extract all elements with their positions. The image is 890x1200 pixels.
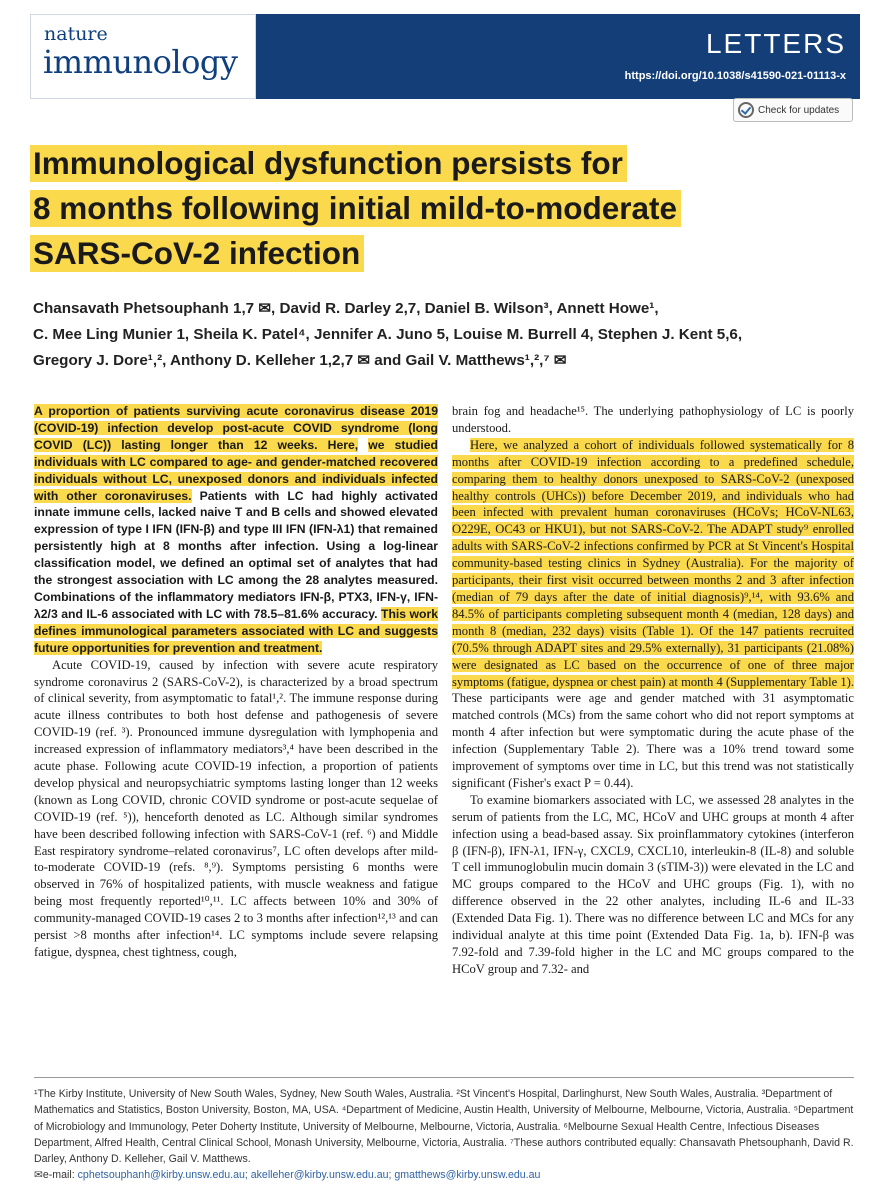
affiliations-text: ¹The Kirby Institute, University of New South Wales, Sydney, New South Wales, Australia. ²St Vincent's Hospital, Darlinghurst, New South Wales, Australia. ³Department of Mathematics and Statistics, Boston University, Boston, MA, USA. ⁴Department of Medicine, Austin Health, University of Melbourne, Melbourne, Victoria, Australia. ⁵Department of Microbiology and Immunology, Peter Doherty Institute, University of Melbourne, Melbourne, Victoria, Australia. ⁶Melbourne Sexual Health Centre, Infectious Diseases Department, Alfred Health, Central Clinical School, Monash University, Melbourne, Victoria, Australia. ⁷These authors contributed equally: Chansavath Phetsouphanh, David R. Darley, Anthony D. Kelleher, Gail V. Matthews. xyxy=(34,1088,854,1166)
section-label: LETTERS xyxy=(705,28,846,59)
cohort-text: These participants were age and gender matched with 31 asymptomatic matched controls (MCs) from the same cohort who did not report symptoms at month 4 after infection but were symptomatic during the acute phase of the infection (Supplementary Table 2). There was a 10% trend toward some improvement of symptoms over time in LC, but this trend was not statistically significant (Fisher's exact P = 0.44). xyxy=(452,691,854,790)
cohort-paragraph xyxy=(452,437,854,792)
email-links[interactable]: cphetsouphanh@kirby.unsw.edu.au; akelleher@kirby.unsw.edu.au; gmatthews@kirby.unsw.edu.au xyxy=(77,1169,541,1182)
abstract-highlight-3: This work defines immunological parameters associated with LC and suggests future opportunities for prevention and treatment. xyxy=(34,606,439,655)
abstract-highlight-1: A proportion of patients surviving acute coronavirus disease 2019 (COVID-19) infection develop post-acute COVID syndrome (long COVID (LC)) lasting longer than 12 weeks. Here, xyxy=(34,404,438,452)
author-list xyxy=(33,296,863,374)
article-title xyxy=(30,141,790,276)
email-label: ✉e-mail: xyxy=(34,1169,75,1182)
footnote-divider xyxy=(34,1077,854,1078)
header-band xyxy=(256,14,860,99)
title-line-2: 8 months following initial mild-to-moderate xyxy=(30,190,681,227)
biomarker-paragraph: To examine biomarkers associated with LC, we assessed 28 analytes in the serum of patients from the LC, MC, HCoV and UHC groups at month 4 after infection using a bead-based assay. Six proinflammatory cytokines (interferon β (IFN-β), IFN-λ1, IFN-γ, CXCL9, CXCL10, interleukin-8 (IL-8) and soluble T cell immunoglobulin mucin domain 3 (sTIM-3)) were elevated in the LC and MC groups compared to the HCoV and UHC groups (Fig. 1), with no difference observed in the 22 other analytes, including IL-6 and IL-33 (Extended Data Fig. 1). There was no difference between LC and MCs for any individual analyte at this time point (Extended Data Fig. 1a, b). IFN-β was 7.92-fold and 7.39-fold higher in the LC and MC groups compared to the HCoV group and 7.32- and xyxy=(452,792,854,976)
intro-paragraph: Acute COVID-19, caused by infection with severe acute respiratory syndrome coronavirus 2 (SARS-CoV-2), is characterized by a broad spectrum of clinical severity, from asymptomatic to fatal¹,². The immune response during acute illness contributes to both host defense and pathogenesis of severe COVID-19 (ref. ³). Pronounced immune dysregulation with lymphopenia and increased expression of inflammatory mediators³,⁴ have been described in the acute phase. Following acute COVID-19 infection, a proportion of patients develop physical and neuropsychiatric symptoms lasting longer than 12 weeks (known as Long COVID, chronic COVID syndrome or post-acute sequelae of COVID-19 (ref. ⁵)), henceforth denoted as LC. Although similar syndromes have been described following infection with SARS-CoV-1 (ref. ⁶) and Middle East respiratory syndrome–related coronavirus⁷, LC often develops after mild-to-moderate COVID-19 (refs. ⁸,⁹). Symptoms persisting 6 months were observed in 76% of hospitalized patients, with muscle weakness and fatigue being most frequently reported¹⁰,¹¹. LC affects between 10% and 30% of community-managed COVID-19 cases 2 to 3 months after infection¹²,¹³ and can persist >8 months after infection¹⁴. LC symptoms include severe relapsing fatigue, dyspnea, chest tightness, cough, xyxy=(34,657,438,959)
title-line-1: Immunological dysfunction persists for xyxy=(30,145,627,182)
author-line-3: Gregory J. Dore¹,², Anthony D. Kelleher 1,2,7 ✉ and Gail V. Matthews¹,²,⁷ ✉ xyxy=(33,352,567,369)
abstract-body: Patients with LC had highly activated innate immune cells, lacked naive T and B cells and showed elevated expression of type I IFN (IFN-β) and type III IFN (IFN-λ1) that remained persistently high at 8 months after infection. Using a log-linear classification model, we defined an optimal set of analytes that had the strongest association with LC among the 28 analytes measured. Combinations of the inflammatory mediators IFN-β, PTX3, IFN-γ, IFN-λ2/3 and IL-6 associated with LC with 78.5–81.6% accuracy. xyxy=(34,488,438,621)
check-updates-icon xyxy=(738,102,754,118)
abstract xyxy=(34,403,438,657)
right-column xyxy=(452,403,854,978)
logo-nature: nature xyxy=(44,23,108,45)
paragraph-continuation: brain fog and headache¹⁵. The underlying pathophysiology of LC is poorly understood. xyxy=(452,404,854,435)
abstract-highlight-2: we studied individuals with LC compared to age- and gender-matched recovered individuals without LC, unexposed donors and individuals infected with other coronaviruses. xyxy=(34,437,438,503)
affiliations-footnote xyxy=(34,1086,854,1184)
check-updates-label: Check for updates xyxy=(758,104,840,116)
title-line-3: SARS-CoV-2 infection xyxy=(30,235,364,272)
logo-immunology: immunology xyxy=(43,43,238,81)
cohort-highlight: Here, we analyzed a cohort of individuals followed systematically for 8 months after COVID-19 infection according to a predefined schedule, comparing them to healthy donors unexposed to SARS-CoV-2 (unexposed healthy controls (UHCs)) before December 2019, and individuals who had been infected with prevalent human coronaviruses (HCoVs; HCoV-NL63, O229E, OC43 or HKU1), but not SARS-CoV-2. The ADAPT study⁹ enrolled adults with SARS-CoV-2 infections confirmed by PCR at St Vincent's Hospital community-based testing clinics in Sydney (Australia). For the majority of participants, their first visit occurred between months 2 and 3 after infection (median of 79 days after the date of initial diagnosis)⁹,¹⁴, with 93.6% and 84.5% of participants completing subsequent month 4 (median, 128 days) and month 8 (median, 232 days) visits (Table 1). Of the 147 patients recruited (70.5% through ADAPT sites and 29.5% externally), 31 participants (21.08%) were designated as LC based on the occurrence of one of three major symptoms (fatigue, dyspnea or chest pain) at month 4 (Supplementary Table 1). xyxy=(452,437,854,689)
author-line-1: Chansavath Phetsouphanh 1,7 ✉, David R. Darley 2,7, Daniel B. Wilson³, Annett Howe¹, xyxy=(33,300,659,317)
journal-header xyxy=(30,14,860,99)
author-line-2: C. Mee Ling Munier 1, Sheila K. Patel⁴, Jennifer A. Juno 5, Louise M. Burrell 4, Stephen J. Kent 5,6, xyxy=(33,326,743,343)
doi-link[interactable]: https://doi.org/10.1038/s41590-021-01113-x xyxy=(624,70,846,82)
journal-logo[interactable] xyxy=(30,14,256,99)
left-column xyxy=(34,403,438,961)
check-updates-button[interactable] xyxy=(733,98,853,122)
